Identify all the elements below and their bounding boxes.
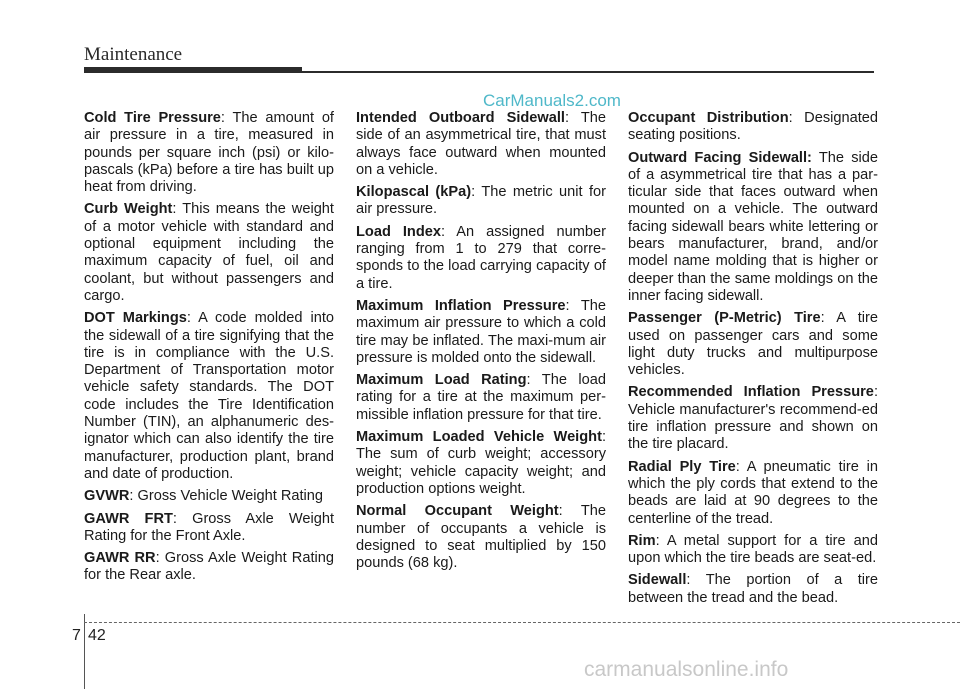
glossary-term: Load Index bbox=[356, 223, 441, 240]
glossary-entry bbox=[84, 511, 334, 546]
glossary-term: Normal Occupant Weight bbox=[356, 503, 559, 520]
term-separator: : bbox=[440, 223, 446, 240]
glossary-definition: Gross Vehicle Weight Rating bbox=[133, 488, 324, 505]
glossary-term: GAWR RR bbox=[84, 550, 156, 567]
glossary-term: Occupant Distribution bbox=[628, 110, 789, 126]
term-separator: : bbox=[471, 184, 476, 201]
term-separator: : bbox=[155, 550, 160, 567]
term-separator: : bbox=[788, 110, 793, 126]
term-separator: : bbox=[220, 110, 225, 126]
watermark-top: CarManuals2.com bbox=[483, 91, 621, 110]
glossary-term: Radial Ply Tire bbox=[628, 458, 736, 475]
glossary-term: GVWR bbox=[84, 488, 130, 505]
glossary-term: Outward Facing Sidewall: bbox=[628, 149, 812, 166]
glossary-entry bbox=[356, 224, 606, 293]
term-separator: : bbox=[873, 384, 878, 401]
glossary-entry bbox=[356, 372, 606, 424]
glossary-definition: Vehicle manufacturer's recommend-ed tire inflation pressure and shown on the tire placard. bbox=[628, 401, 878, 453]
glossary-column-1 bbox=[84, 110, 334, 590]
glossary-definition: The side of an asymmetrical tire, that must always face outward when mounted on a vehicle. bbox=[356, 110, 606, 178]
glossary-definition: The number of occupants a vehicle is designed to seat multiplied by 150 pounds (68 kg). bbox=[356, 503, 606, 572]
glossary-entry bbox=[356, 503, 606, 572]
term-separator: : bbox=[172, 201, 177, 218]
glossary-column-3 bbox=[628, 110, 878, 612]
glossary-definition: The portion of a tire between the tread and the bead. bbox=[628, 572, 878, 606]
glossary-definition: Gross Axle Weight Rating for the Front Axle. bbox=[84, 510, 335, 544]
glossary-definition: The amount of air pressure in a tire, measured in pounds per square inch (psi) or kilo-pascals (kPa) before a tire has built up heat from driving. bbox=[84, 110, 334, 196]
footer-dashed-rule bbox=[84, 622, 960, 623]
glossary-entry bbox=[628, 533, 878, 568]
footer-vertical-rule bbox=[84, 614, 85, 689]
glossary-definition: A metal support for a tire and upon which the tire beads are seat-ed. bbox=[628, 532, 878, 567]
glossary-entry bbox=[628, 459, 878, 528]
glossary-definition: A pneumatic tire in which the ply cords that extend to the beads are laid at 90 degrees to the centerline of the tread. bbox=[628, 458, 878, 527]
watermark-bottom: carmanualsonline.info bbox=[584, 658, 789, 681]
glossary-definition: A code molded into the sidewall of a tire signifying that the tire is in compliance with the U.S. Department of Transportation motor vehicle safety standards. The DOT code includes the Tire Identification Number (TIN), an alphanumeric des-ignator which can also identify the tire manufacturer, production plant, brand and date of production. bbox=[84, 310, 334, 482]
glossary-term: Maximum Inflation Pressure bbox=[356, 297, 566, 314]
chapter-number: 7 bbox=[72, 627, 81, 644]
glossary-definition: This means the weight of a motor vehicle with standard and optional equipment including the maximum capacity of fuel, oil and coolant, but without passengers and cargo. bbox=[84, 201, 334, 304]
glossary-term: Sidewall bbox=[628, 572, 687, 589]
glossary-definition: A tire used on passenger cars and some light duty trucks and multipurpose vehicles. bbox=[628, 310, 878, 379]
glossary-term: Recommended Inflation Pressure bbox=[628, 384, 874, 401]
term-separator: : bbox=[564, 110, 570, 126]
glossary-definition: Gross Axle Weight Rating for the Rear axle. bbox=[84, 550, 334, 584]
glossary-definition: The metric unit for air pressure. bbox=[356, 184, 606, 218]
term-separator: : bbox=[186, 310, 191, 327]
term-separator: : bbox=[129, 488, 134, 505]
glossary-term: Kilopascal (kPa) bbox=[356, 184, 472, 201]
glossary-definition: The side of a asymmetrical tire that has a par-ticular side that faces outward when mounted on a vehicle. The outward facing sidewall bears white lettering or bears manufacturer, brand, and/or model name molding that is higher or deeper than the same moldings on the inner facing sidewall. bbox=[628, 149, 878, 304]
glossary-term: Maximum Load Rating bbox=[356, 372, 527, 389]
header-rule-thin bbox=[302, 71, 874, 73]
glossary-definition: The sum of curb weight; accessory weight; vehicle capacity weight; and production options weight. bbox=[356, 446, 606, 497]
header-rule-thick bbox=[84, 67, 302, 73]
term-separator: : bbox=[601, 429, 606, 446]
term-separator: : bbox=[172, 510, 177, 527]
page-number: 42 bbox=[88, 627, 106, 644]
glossary-term: DOT Markings bbox=[84, 310, 187, 327]
glossary-entry bbox=[628, 310, 878, 379]
glossary-entry bbox=[84, 110, 334, 196]
glossary-term: Cold Tire Pressure bbox=[84, 110, 221, 126]
term-separator: : bbox=[655, 532, 660, 549]
glossary-entry bbox=[628, 384, 878, 453]
glossary-entry bbox=[356, 429, 606, 498]
glossary-term: Rim bbox=[628, 532, 656, 549]
glossary-entry bbox=[628, 572, 878, 607]
glossary-term: Curb Weight bbox=[84, 201, 173, 218]
glossary-definition: An assigned number ranging from 1 to 279 that corre-sponds to the load carrying capacity of a tire. bbox=[356, 223, 607, 292]
glossary-entry bbox=[628, 150, 878, 306]
glossary-definition: Designated seating positions. bbox=[628, 110, 878, 144]
glossary-entry bbox=[84, 550, 334, 585]
glossary-entry bbox=[84, 488, 334, 505]
term-separator: : bbox=[526, 372, 531, 389]
glossary-entry bbox=[356, 298, 606, 367]
term-separator: : bbox=[565, 297, 570, 314]
term-separator: : bbox=[558, 503, 563, 520]
section-title: Maintenance bbox=[84, 44, 183, 65]
glossary-term: Passenger (P-Metric) Tire bbox=[628, 310, 821, 327]
glossary-entry bbox=[356, 184, 606, 219]
glossary-term: Intended Outboard Sidewall bbox=[356, 110, 565, 126]
glossary-definition: The load rating for a tire at the maximum per-missible inflation pressure for that tire. bbox=[356, 372, 606, 423]
glossary-term: Maximum Loaded Vehicle Weight bbox=[356, 429, 602, 446]
glossary-column-2 bbox=[356, 110, 606, 577]
glossary-entry bbox=[84, 201, 334, 305]
glossary-definition: The maximum air pressure to which a cold tire may be inflated. The maxi-mum air pressure is molded onto the sidewall. bbox=[356, 297, 606, 366]
glossary-entry bbox=[356, 110, 606, 179]
term-separator: : bbox=[735, 458, 740, 475]
glossary-entry bbox=[628, 110, 878, 145]
term-separator: : bbox=[820, 310, 825, 327]
glossary-entry bbox=[84, 310, 334, 483]
term-separator: : bbox=[686, 572, 691, 589]
glossary-term: GAWR FRT bbox=[84, 510, 173, 527]
